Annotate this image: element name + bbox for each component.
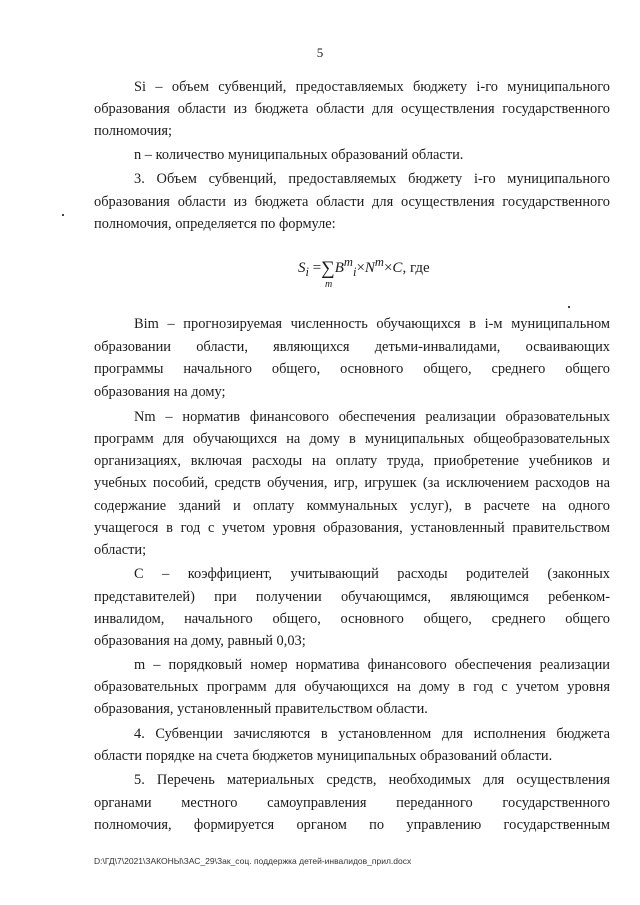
text-line: Bim – прогнозируемая численность обучающихся в i-м муниципальном <box>134 316 610 332</box>
formula-lhs-sub: i <box>305 265 309 279</box>
page-number: 5 <box>316 45 324 60</box>
text-line: представителей) при получении обучающимся, являющимся ребенком- <box>94 589 610 605</box>
formula <box>298 255 430 290</box>
file-path-footer: D:\ГД\7\2021\ЗАКОНЫ\ЗАС_29\Зак_соц. поддержка детей-инвалидов_прил.docx <box>94 856 412 866</box>
formula-times-2: × <box>383 260 393 276</box>
formula-eq: = <box>312 260 322 276</box>
formula-sum-index: m <box>325 279 333 290</box>
formula-sum-sign: ∑ <box>321 258 335 279</box>
text-line: n – количество муниципальных образований области. <box>134 147 464 163</box>
text-line: учебных пособий, средств обучения, игр, игрушек (за исключением расходов на <box>94 475 610 491</box>
text-line: полномочия, формируется органом по управлению государственным <box>94 817 610 833</box>
text-line: образовательных программ для обучающихся на дому в год с учетом уровня <box>94 679 610 695</box>
text-line: программ для обучающихся на дому в муниципальных общеобразовательных <box>94 431 610 447</box>
scan-speck <box>62 214 64 216</box>
text-line: образования на дому; <box>94 384 226 400</box>
text-line: полномочия; <box>94 123 172 139</box>
text-line: полномочия, определяется по формуле: <box>94 216 336 232</box>
text-line: образования области из бюджета области для осуществления государственного <box>94 101 610 117</box>
text-line: учащегося в год с учетом уровня образования, установленный правительством <box>94 520 610 536</box>
text-line: содержание зданий и оплату коммунальных услуг), в расчете на одного <box>94 498 610 514</box>
text-line: программы начального общего, основного общего, среднего общего <box>94 361 610 377</box>
text-line: С – коэффициент, учитывающий расходы родителей (законных <box>134 566 610 582</box>
formula-term-b-sub: i <box>352 265 357 279</box>
text-line: организациях, включая расходы на оплату труда, приобретение учебников и <box>94 453 610 469</box>
scan-speck <box>568 306 570 308</box>
text-line: Nm – норматив финансового обеспечения реализации образовательных <box>134 409 610 425</box>
text-line: образования, установленный правительством области. <box>94 701 428 717</box>
text-line: образования области из бюджета области для осуществления государственного <box>94 194 610 210</box>
formula-term-n-sup: m <box>374 255 384 269</box>
formula-suffix: , где <box>402 260 430 276</box>
formula-term-n: N <box>364 260 375 276</box>
text-line: образования на дому, равный 0,03; <box>94 633 306 649</box>
text-line: органами местного самоуправления переданного государственного <box>94 795 610 811</box>
text-line: 5. Перечень материальных средств, необходимых для осуществления <box>134 772 610 788</box>
formula-times-1: × <box>356 260 365 276</box>
text-line: области; <box>94 542 147 558</box>
text-line: Si – объем субвенций, предоставляемых бюджету i-го муниципального <box>134 79 610 95</box>
formula-lhs: S <box>298 260 306 276</box>
formula-term-b: B <box>334 260 344 276</box>
text-line: образовании области, являющихся детьми-инвалидами, осваивающих <box>94 339 610 355</box>
text-line: 3. Объем субвенций, предоставляемых бюджету i-го муниципального <box>134 171 610 187</box>
text-line: 4. Субвенции зачисляются в установленном для исполнения бюджета <box>134 726 610 742</box>
text-line: m – порядковый номер норматива финансового обеспечения реализации <box>134 657 610 673</box>
text-line: инвалидом, начального общего, основного общего, среднего общего <box>94 611 610 627</box>
text-line: области порядке на счета бюджетов муниципальных образований области. <box>94 748 553 764</box>
formula-term-c: C <box>392 260 403 276</box>
formula-term-b-sup: m <box>343 255 353 269</box>
